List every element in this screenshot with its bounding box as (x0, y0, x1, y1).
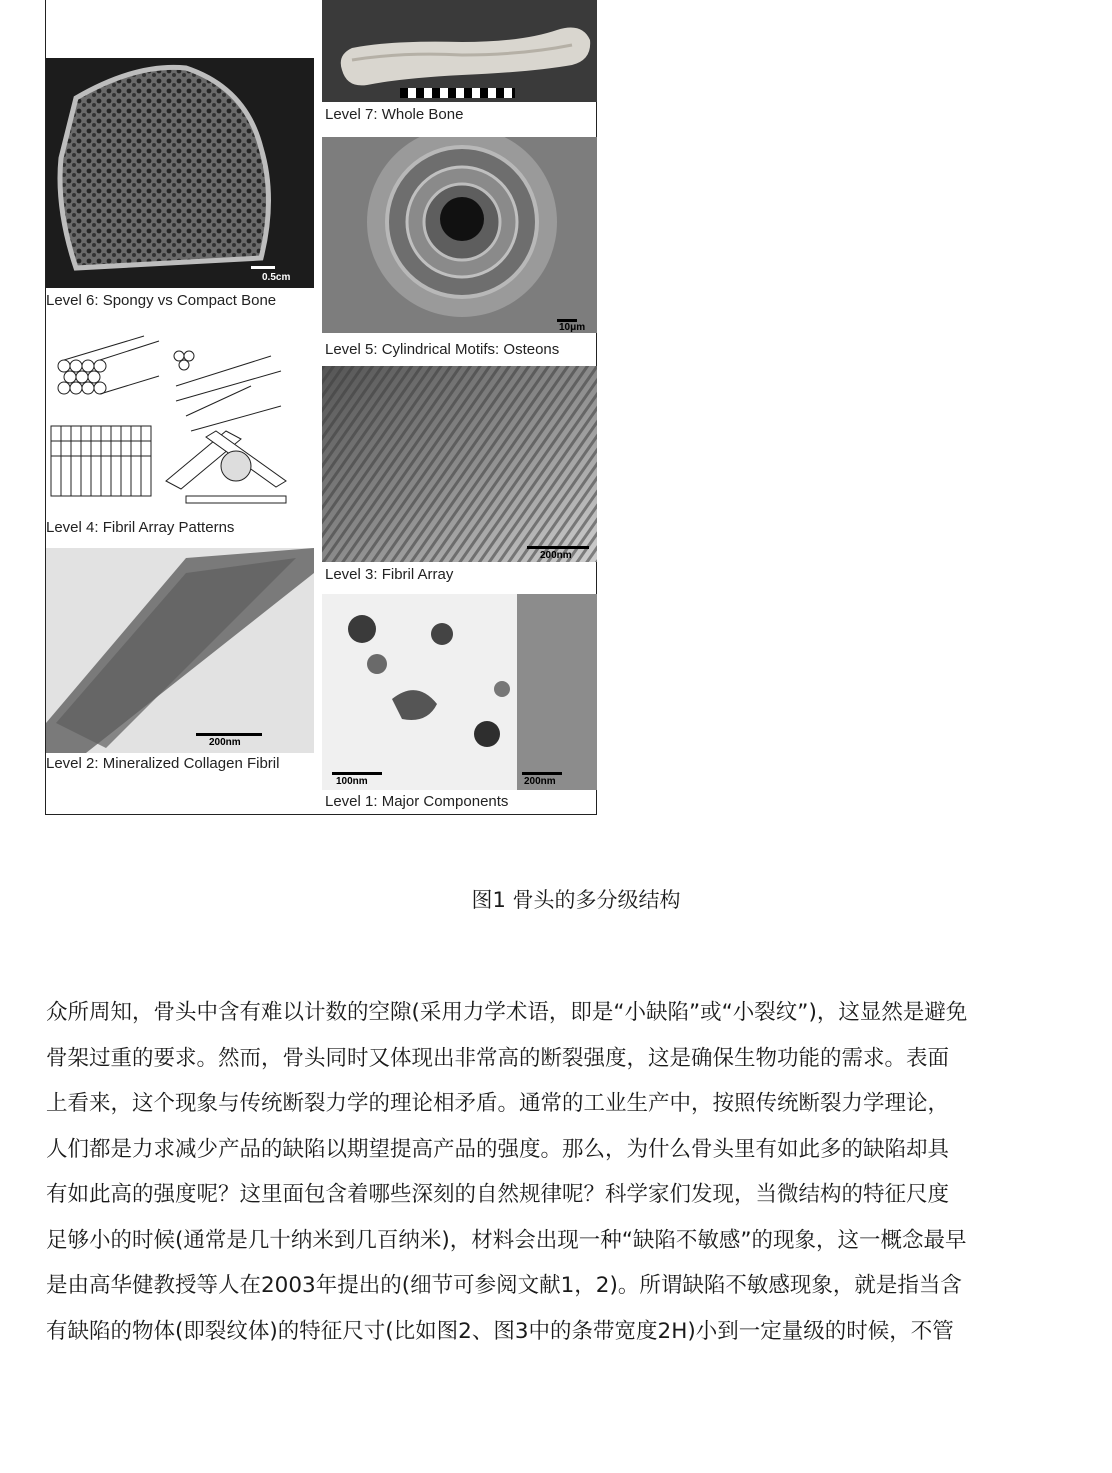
level1-label: Level 1: Major Components (325, 793, 509, 810)
body-line: 骨架过重的要求。然而，骨头同时又体现出非常高的断裂强度，这是确保生物功能的需求。表面 (46, 1045, 950, 1071)
level7-label: Level 7: Whole Bone (325, 106, 464, 123)
level2-scale-label: 200nm (209, 737, 241, 748)
body-line: 是由高华健教授等人在2003年提出的(细节可参阅文献1，2)。所谓缺陷不敏感现象，就是指当含 (46, 1273, 962, 1298)
level3-scale-label: 200nm (540, 550, 572, 561)
level5-scale-label: 10μm (559, 322, 586, 333)
level6-image (46, 58, 314, 288)
level7-image (322, 0, 597, 102)
level4-diagram (46, 316, 301, 516)
level3-image (322, 366, 597, 562)
body-line: 人们都是力求减少产品的缺陷以期望提高产品的强度。那么，为什么骨头里有如此多的缺陷却具 (46, 1136, 950, 1162)
body-line: 有如此高的强度呢？这里面包含着哪些深刻的自然规律呢？科学家们发现，当微结构的特征尺度 (46, 1182, 950, 1207)
level6-label: Level 6: Spongy vs Compact Bone (46, 292, 277, 309)
bone-hierarchy-figure (45, 0, 597, 815)
level5-label: Level 5: Cylindrical Motifs: Osteons (325, 341, 560, 358)
level1-scale-right-label: 200nm (524, 776, 556, 787)
level6-scale-label: 0.5cm (262, 272, 291, 283)
checker-scale-bar (400, 88, 515, 98)
level1-scale-left-label: 100nm (336, 776, 368, 787)
body-line: 有缺陷的物体(即裂纹体)的特征尺寸(比如图2、图3中的条带宽度2H)小到一定量级的时候，不管 (46, 1318, 954, 1344)
level4-label: Level 4: Fibril Array Patterns (46, 519, 235, 536)
body-line: 众所周知，骨头中含有难以计数的空隙(采用力学术语，即是“小缺陷”或“小裂纹”)，这显然是避免 (46, 1000, 968, 1025)
body-line: 上看来，这个现象与传统断裂力学的理论相矛盾。通常的工业生产中，按照传统断裂力学理论， (46, 1091, 950, 1116)
level2-image (46, 548, 314, 753)
level3-label: Level 3: Fibril Array (325, 566, 454, 583)
body-line: 足够小的时候(通常是几十纳米到几百纳米)，材料会出现一种“缺陷不敏感”的现象，这一概念最早 (46, 1227, 967, 1253)
level5-image (322, 137, 597, 333)
level1-image (322, 594, 597, 790)
level2-label: Level 2: Mineralized Collagen Fibril (46, 755, 280, 772)
article-body (46, 990, 1071, 1354)
figure-caption: 图1 骨头的多分级结构 (471, 888, 681, 912)
